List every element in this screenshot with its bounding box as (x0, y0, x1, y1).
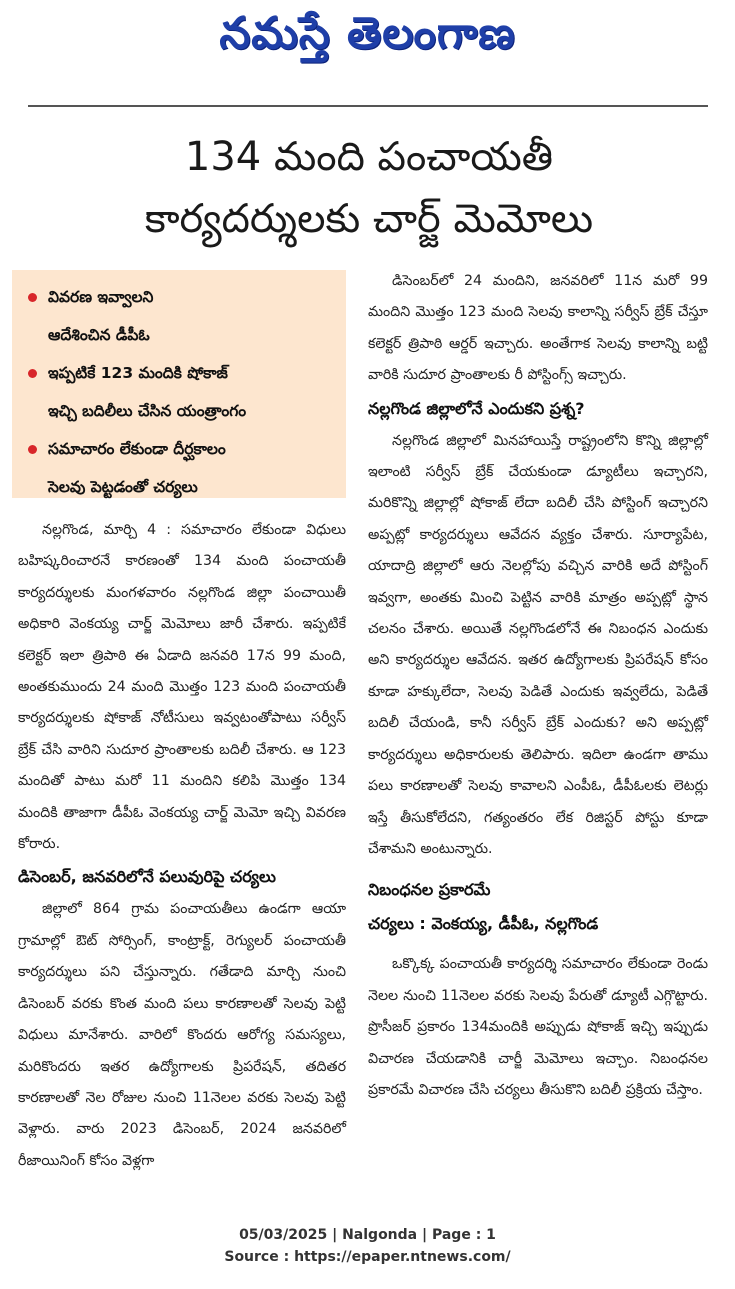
highlight-item: వివరణ ఇవ్వాలని ఆదేశించిన డీపీఓ (26, 278, 336, 354)
highlight-item: ఇప్పటికే 123 మందికి షోకాజ్‌ ఇచ్చి బదిలీలు చేసిన యంత్రాంగం (26, 354, 336, 430)
top-rule (28, 105, 708, 107)
highlight-item: సమాచారం లేకుండా దీర్ఘకాలం సెలవు పెట్టడంతో చర్యలు (26, 430, 336, 506)
footer-date: 05/03/2025 | Nalgonda | Page : 1 (239, 1227, 496, 1243)
headline (24, 126, 714, 250)
highlights-box (12, 270, 346, 498)
subheading: చర్యలు : వెంకయ్య, డీపీఓ, నల్లగొండ (368, 914, 599, 934)
article-paragraph: డిసెంబర్‌లో 24 మందిని, జనవరిలో 11న మరో 99 మందిని మొత్తం 123 మంది సెలవు కాలాన్ని సర్వీస్‌ బ్రేక్‌ చేస్తూ కలెక్టర్‌ త్రిపాఠి ఆర్డర్‌ ఇచ్చారు. అంతేగాక సెలవు కాలాన్ని బట్టి వారికి సుదూర ప్రాంతాలకు రీ పోస్టింగ్స్‌ ఇచ్చారు. (368, 273, 708, 384)
bullet-icon (28, 445, 37, 454)
article-paragraph: జిల్లాలో 864 గ్రామ పంచాయతీలు ఉండగా ఆయా గ్రామాల్లో ఔట్‌ సోర్సింగ్‌, కాంట్రాక్ట్‌, రెగ్యులర్‌ పంచాయతీ కార్యదర్శులు పని చేస్తున్నారు. గతేడాది మార్చి నుంచి డిసెంబర్‌ వరకు కొంత మంది పలు కారణాలతో సెలవు పెట్టి విధులు మానేశారు. వారిలో కొందరు ఆరోగ్య సమస్యలు, మరికొందరు ఇతర ఉద్యోగాలకు ప్రిపరేషన్‌, తదితర కారణాలతో నెల రోజుల నుంచి 11నెలల వరకు సెలవు పెట్టి వెళ్లారు. వారు 2023 డిసెంబర్‌, 2024 జనవరిలో రీజాయినింగ్‌ కోసం వెళ్లగా (18, 901, 346, 1169)
article-paragraph: ఒక్కొక్క పంచాయతీ కార్యదర్శి సమాచారం లేకుండా రెండు నెలల నుంచి 11నెలల వరకు సెలవు పేరుతో డ్యూటీ ఎగ్గొట్టారు. ప్రొసీజర్‌ ప్రకారం 134మందికి అప్పుడు షోకాజ్‌ ఇచ్చి ఇప్పుడు విచారణ చేయడానికి చార్జీ మెమోలు ఇచ్చాం. నిబంధనల ప్రకారమే విచారణ చేసి చర్యలు తీసుకొని బదిలీ ప్రక్రియ చేస్తాం. (368, 956, 708, 1098)
article-paragraph: నల్లగొండ, మార్చి 4 : సమాచారం లేకుండా విధులు బహిష్కరించారనే కారణంతో 134 మంది పంచాయతీ కార్యదర్శులకు మంగళవారం నల్లగొండ జిల్లా పంచాయితీ అధికారి వెంకయ్య చార్జ్‌ మెమోలు జారీ చేశారు. ఇప్పటికే కలెక్టర్‌ ఇలా త్రిపాఠి ఈ ఏడాది జనవరి 17న 99 మంది, అంతకుముందు 24 మంది మొత్తం 123 మంది పంచాయతీ కార్యదర్శులకు షోకాజ్‌ నోటీసులు ఇవ్వటంతోపాటు సర్వీస్‌ బ్రేక్‌ చేసి వారిని సుదూర ప్రాంతాలకు బదిలీ చేశారు. ఆ 123 మందితో పాటు మరో 11 మందిని కలిపి మొత్తం 134 మందికి తాజాగా డీపీఓ వెంకయ్య చార్జ్‌ మెమో ఇచ్చి వివరణ కోరారు. (18, 522, 346, 853)
masthead-logo: నమస్తే తెలంగాణ (219, 8, 516, 59)
subheading: నల్లగొండ జిల్లాలోనే ఎందుకని ప్రశ్న? (368, 398, 585, 418)
right-column (368, 266, 708, 1106)
bullet-icon (28, 293, 37, 302)
subheading: నిబంధనల ప్రకారమే (368, 880, 491, 900)
bullet-icon (28, 369, 37, 378)
subheading: డిసెంబర్‌, జనవరిలోనే పలువురిపై చర్యలు (18, 867, 276, 887)
headline-line-1: 134 మంది పంచాయతీ (184, 134, 554, 180)
headline-line-2: కార్యదర్శులకు చార్జ్‌ మెమోలు (144, 196, 594, 242)
article-paragraph: నల్లగొండ జిల్లాలో మినహాయిస్తే రాష్ట్రంలోని కొన్ని జిల్లాల్లో ఇలాంటి సర్వీస్‌ బ్రేక్‌ చేయకుండా డ్యూటీలు ఇచ్చారని, మరికొన్ని జిల్లాల్లో షోకాజ్‌ లేదా బదిలీ చేసి పోస్టింగ్‌ ఇచ్చారని అప్పట్లో కార్యదర్శులు ఆవేదన వ్యక్తం చేశారు. సూర్యాపేట, యాదాద్రి జిల్లాలో ఆరు నెలల్లోపు వచ్చిన వారికి అదే పోస్టింగ్‌ ఇవ్వగా, అంతకు మించి పెట్టిన వారికి మాత్రం అప్పట్లో స్థాన చలనం చేశారు. అయితే నల్లగొండలోనే ఈ నిబంధన ఎందుకు అని కార్యదర్శుల ఆవేదన. ఇతర ఉద్యోగాలకు ప్రిపరేషన్‌ కోసం కూడా హక్కులేదా, సెలవు పెడితే ఎందుకు ఇవ్వలేదు, పెడితే బదిలీ చేయండి, కానీ సర్వీస్‌ బ్రేక్‌ ఎందుకు? అని అప్పట్లో కార్యదర్శులు అధికారులకు తెలిపారు. ఇదిలా ఉండగా తాము పలు కారణాలతో సెలవు కావాలని ఎంపీఓ, డీపీఓలకు లెటర్లు ఇస్తే తీసుకోలేదని, గత్యంతరం లేక రిజిస్టర్‌ పోస్టు కూడా చేశామని అంటున్నారు. (368, 432, 708, 857)
left-column (18, 515, 346, 1177)
footer-source: Source : https://epaper.ntnews.com/ (224, 1249, 511, 1265)
